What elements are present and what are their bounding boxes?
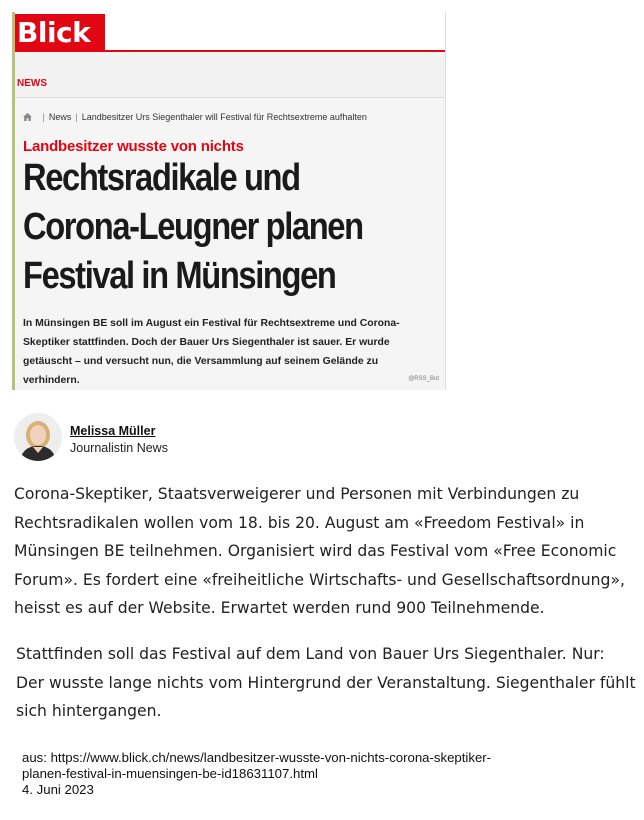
- paragraph-line: sich hintergangen.: [16, 702, 162, 720]
- lead-line: getäuscht – und versucht nun, die Versammlung auf seinem Gelände zu: [23, 356, 379, 367]
- paragraph-line: Rechtsradikalen wollen vom 18. bis 20. August am «Freedom Festival» in: [14, 513, 585, 532]
- image-credit: @RSS_Bot: [408, 376, 439, 382]
- source-date: 4. Juni 2023: [22, 782, 94, 797]
- nav-bar: [15, 54, 445, 98]
- breadcrumb-current: Landbesitzer Urs Siegenthaler will Festival für Rechtsextreme aufhalten: [81, 112, 367, 122]
- headline-line: Rechtsradikale und: [23, 157, 300, 199]
- author-name[interactable]: Melissa Müller: [70, 424, 156, 438]
- body-paragraph-2: [16, 640, 636, 726]
- article-screenshot: [12, 12, 446, 390]
- body-paragraph-1: [14, 480, 625, 623]
- source-url-line[interactable]: planen-festival-in-muensingen-be-id18631107.html: [22, 766, 318, 781]
- author-role: Journalistin News: [70, 441, 168, 455]
- paragraph-line: Münsingen BE teilnehmen. Organisiert wird das Festival vom «Free Economic: [14, 542, 617, 560]
- source-url-line[interactable]: aus: https://www.blick.ch/news/landbesitzer-wusste-von-nichts-corona-skeptiker-: [22, 750, 492, 765]
- article-headline: [23, 154, 393, 301]
- headline-line: Festival in Münsingen: [23, 255, 336, 297]
- paragraph-line: Forum». Es fordert eine «freiheitliche Wirtschafts- und Gesellschaftsordnung»,: [14, 570, 625, 589]
- author-byline: [14, 413, 314, 465]
- article-kicker: Landbesitzer wusste von nichts: [23, 138, 244, 155]
- source-citation: [22, 750, 491, 798]
- headline-line: Corona-Leugner planen: [23, 206, 363, 248]
- avatar[interactable]: [14, 413, 62, 461]
- paragraph-line: Stattfinden soll das Festival auf dem Land von Bauer Urs Siegenthaler. Nur:: [16, 645, 605, 663]
- paragraph-line: heisst es auf der Website. Erwartet werden rund 900 Teilnehmende.: [14, 599, 545, 617]
- nav-news-link[interactable]: NEWS: [17, 78, 47, 89]
- lead-line: Skeptiker stattfinden. Doch der Bauer Urs Siegenthaler ist sauer. Er wurde: [23, 337, 390, 348]
- blick-logo[interactable]: Blick: [15, 14, 105, 52]
- paragraph-line: Der wusste lange nichts vom Hintergrund der Veranstaltung. Siegenthaler fühlt: [16, 673, 636, 692]
- lead-line: In Münsingen BE soll im August ein Festival für Rechtsextreme und Corona-: [23, 318, 400, 329]
- breadcrumb-section[interactable]: News: [48, 112, 72, 122]
- lead-line: verhindern.: [23, 375, 80, 386]
- home-icon[interactable]: [23, 112, 35, 122]
- breadcrumb: | News | Landbesitzer Urs Siegenthaler will Festival für Rechtsextreme aufhalten: [23, 112, 367, 122]
- paragraph-line: Corona-Skeptiker, Staatsverweigerer und Personen mit Verbindungen zu: [14, 485, 580, 503]
- site-header: [15, 12, 445, 52]
- article-lead: [23, 314, 446, 390]
